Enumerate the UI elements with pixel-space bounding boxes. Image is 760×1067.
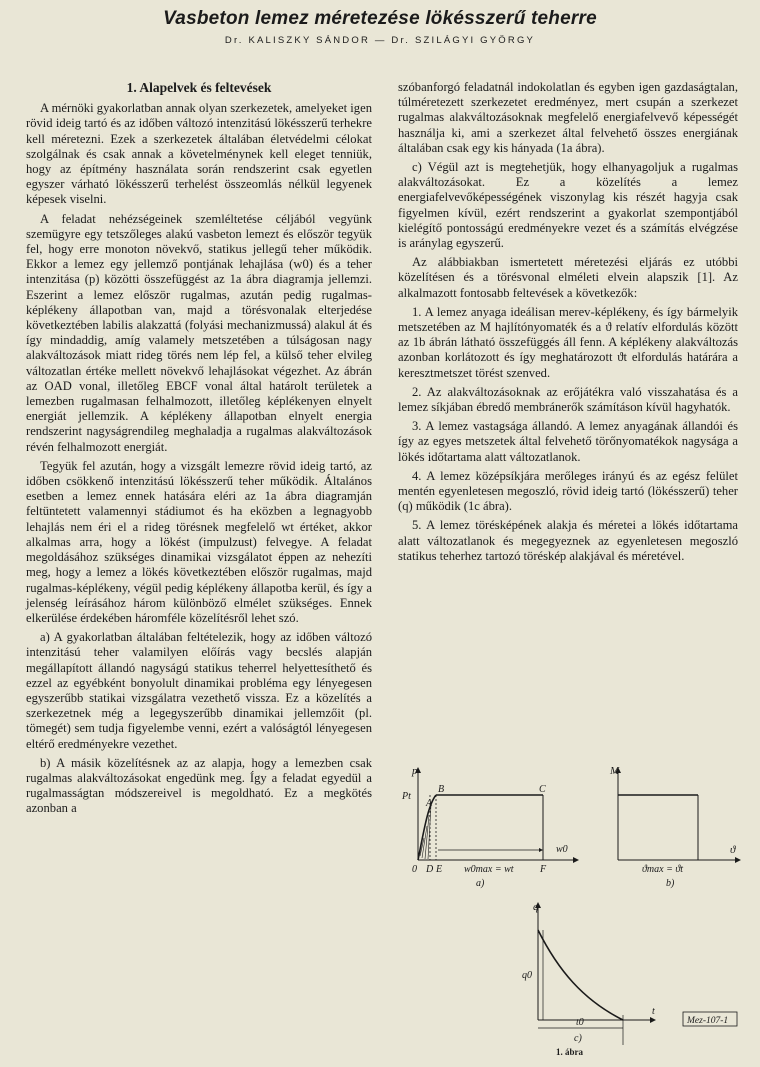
diagram-a-point-a: A <box>426 798 433 809</box>
paragraph: A mérnöki gyakorlatban annak olyan szerkezetek, amelyeket igen rövid ideig tartó és az időben változó intenzitású lökésszerű terhekre kell méretezni. Ezek a szerkezetek általában életvédelmi célokat szolgálnak és csak annak a követelménynek kell eleget tenniük, hogy az építmény használata során rendszerint csak egyetlen egyszer várható lökésszerű terhelést összeomlás nélkül legyenek képesek viselni. <box>26 101 372 207</box>
section-heading: 1. Alapelvek és feltevések <box>126 80 272 95</box>
diagram-b <box>618 770 738 860</box>
paragraph: 5. A lemez törésképének alakja és méretei a lökés időtartama alatt változatlanok és megegyeznek az egyenletesen megoszló statikus teherhez tartozó töréskép alakjával és méretével. <box>398 518 738 563</box>
figure-1 <box>398 760 748 1060</box>
diagram-c-sublabel: c) <box>574 1033 582 1044</box>
article-authors: Dr. KALISZKY SÁNDOR — Dr. SZILÁGYI GYÖRGY <box>224 35 536 46</box>
diagram-a-xlabel: w0 <box>556 844 568 855</box>
diagram-c-q0: q0 <box>522 970 532 981</box>
diagram-a-point-f: F <box>540 864 547 875</box>
paragraph: a) A gyakorlatban általában feltételezik, hogy az időben változó intenzitású teher valamilyen előírás vagy becslés alapján megállapított állandó nagyságú statikus teherrel helyettesíthető és ezzel az egyébként bonyolult dinamikai probléma egy lényegesen egyszerűbb statikai vizsgálatra vezethető vissza. Ez a közelítés a szerkezetnek még a legegyszerűbb dinamikai jellemzőit (pl. tömegét) sem tudja figyelembe venni, ezért a valóságtól lényegesen eltérő eredményekre vezethet. <box>26 630 372 751</box>
left-column <box>26 80 372 821</box>
diagram-c <box>538 905 653 1045</box>
paragraph: 4. A lemez középsíkjára merőleges irányú és az egész felület mentén egyenletesen megoszló, rövid ideig tartó (lökésszerű) teher (q) működik (1c ábra). <box>398 468 738 514</box>
diagram-c-t0: t0 <box>576 1017 584 1028</box>
diagram-b-xmax: ϑmax = ϑt <box>642 864 684 875</box>
diagram-a-sublabel: a) <box>476 878 485 889</box>
diagram-c-xlabel: t <box>652 1006 655 1017</box>
article-title: Vasbeton lemez méretezése lökésszerű teherre <box>163 8 597 29</box>
paragraph: 2. Az alakváltozásoknak az erőjátékra való visszahatása és a lemez síkjában ébredő membránerők számításon kívül hagyhatók. <box>398 384 738 415</box>
paragraph: 3. A lemez vastagsága állandó. A lemez anyagának állandói és így az egyes metszetek által felvehető törőnyomatékok nagysága a lökés időtartama alatt változatlanok. <box>398 419 738 464</box>
diagram-a-wmax: w0max = wt <box>464 864 514 875</box>
diagram-a-point-b: B <box>438 784 445 795</box>
diagram-a-ylabel: p <box>412 765 418 777</box>
diagram-a-origin: 0 <box>412 864 417 875</box>
diagram-b-ylabel: M <box>610 765 620 777</box>
paragraph: Az alábbiakban ismertetett méretezési eljárás ez utóbbi közelítésen és a törésvonal elméleti elvein alapszik [1]. Az alkalmazott fontosabb feltevések a következők: <box>398 255 738 300</box>
diagram-a-point-e: E <box>436 864 443 875</box>
right-column <box>398 80 738 568</box>
figure-caption: 1. ábra <box>556 1047 583 1057</box>
diagram-a-pt: Pt <box>402 791 411 802</box>
paragraph: Tegyük fel azután, hogy a vizsgált lemezre rövid ideig tartó, az időben csökkenő intenzitású lökésszerű teher működik. Általános esetben a lemez ennek hatására eléri az 1a ábra diagramján feltüntetett valamennyi stádiumot és ha eközben a legnagyobb lehajlás nem éri el a rideg törésnek megfelelő wt értéket, akkor alkalmas arra, hogy a lökést (impulzust) felvegye. A feladat megoldásához szükséges dinamikai vizsgálatot éppen az nehezíti meg, hogy a lemez a lökés következtében először rugalmas, majd rugalmas-képlékeny, végül pedig képlékeny állapotba kerül, és így a jelenség leírásához három különböző elmélet szükséges. Ennek elkerülése érdekében háromféle közelítésről lehet szó. <box>26 458 372 625</box>
paragraph: A feladat nehézségeinek szemléltetése céljából vegyünk szemügyre egy tetszőleges alakú vasbeton lemezt és először tegyük fel, hogy erre monoton növekvő, statikus jellegű teher működik. Ekkor a lemez egy jellemző pontjának lehajlása (w0) és a teher intenzitása (p) közötti összefüggést az 1a ábra diagramja jellemzi. Eszerint a lemez először rugalmas, azután pedig rugalmas-képlékeny állapotban van, majd a törésvonalak elterjedése következtében labilis alakzattá (folyási mechanizmussá) alakul át és így mindaddig, amíg valamely metszetében a túlságosan nagy alakváltozások miatt rideg törés nem lép fel, a külső teher elvileg változatlan értéke mellett növekvő lehajlásokat végezhet. Az ábrán az OAD vonal, illetőleg EBCF vonal által határolt területek a lemezben rugalmasan felhalmozott, illetőleg képlékenyen elnyelt energiát jellemzik. A képlékeny állapotban elnyelt energia rendszerint nagyságrendileg meghaladja a rugalmas alakváltozások révén felhalmozott energiát. <box>26 211 372 454</box>
paragraph: c) Végül azt is megtehetjük, hogy elhanyagoljuk a rugalmas alakváltozásokat. Ez a közelítés a lemez energiafelvevőképességének viszonylag kis részét hagyja csak figyelmen kívül, ezért rendszerint a gyakorlat szempontjából kielégítő pontosságú eredményekre vezet és a számítás elvégzése is aránylag egyszerű. <box>398 160 738 251</box>
diagram-a-point-d: D <box>426 864 434 875</box>
figure-svg <box>398 760 748 1060</box>
paragraph: 1. A lemez anyaga ideálisan merev-képlékeny, és így bármelyik metszetében az M hajlítónyomaték és a ϑ relatív elfordulás között az 1b ábrán látható összefüggés áll fenn. A képlékeny alakváltozás azonban korlátozott és így meghatározott ϑt elfordulás határára a keresztmetszet törést szenved. <box>398 304 738 380</box>
diagram-b-sublabel: b) <box>666 878 675 889</box>
paragraph: b) A másik közelítésnek az az alapja, hogy a lemezben csak rugalmas alakváltozásokat engedünk meg. Így a feladat egyedül a rugalmasságtan módszereivel is megoldható. Ez a megkötés azonban a <box>26 755 372 816</box>
diagram-c-load-curve <box>538 930 623 1020</box>
diagram-b-xlabel: ϑ <box>730 844 736 856</box>
figure-stamp: Mez-107-1 <box>687 1016 729 1026</box>
paragraph: szóbanforgó feladatnál indokolatlan és egyben igen gazdaságtalan, túlméretezett szerkezetet eredményez, mert csupán a szerkezet rugalmas alakváltozásoknak megfelelő energiafelvevő képességét használja ki, ami a szerkezet által felvehető összes energiának általában csak egy kis hányada (1a ábra). <box>398 80 738 155</box>
diagram-a-point-c: C <box>539 784 546 795</box>
diagram-c-ylabel: q <box>533 901 539 913</box>
diagram-a-hatching <box>420 805 431 859</box>
